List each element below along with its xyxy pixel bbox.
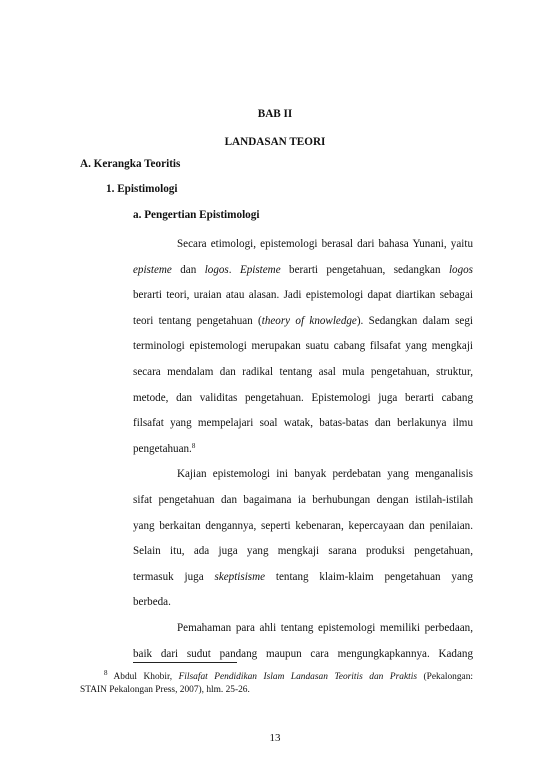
subsection-heading: 1. Epistimologi — [106, 183, 178, 195]
text-run: dan — [171, 263, 205, 276]
p1-line-6: secara mendalam dan radikal tentang asal mula pengetahuan, struktur, — [133, 366, 473, 378]
text-run: tentang klaim-klaim pengetahuan yang — [265, 570, 473, 583]
footnote-reference[interactable]: 8 — [191, 441, 196, 450]
p3-line-2: baik dari sudut pandang maupun cara mengungkapkannya. Kadang — [133, 647, 473, 660]
term-theory-of-knowledge: theory of knowledge — [261, 314, 357, 327]
term-episteme: episteme — [133, 263, 172, 276]
section-heading: A. Kerangka Teoritis — [80, 158, 181, 170]
page-number: 13 — [269, 732, 281, 744]
chapter-number: BAB II — [257, 108, 293, 120]
subsubsection-heading: a. Pengertian Epistimologi — [133, 209, 260, 221]
text-run: termasuk juga — [133, 570, 215, 583]
term-logos: logos — [204, 263, 229, 276]
p3-line-1: Pemahaman para ahli tentang epistemologi memiliki perbedaan, — [177, 622, 473, 634]
text-run: . — [228, 263, 240, 276]
footnote-line-2: STAIN Pekalongan Press, 2007), hlm. 25-26. — [80, 685, 250, 695]
text-run: pengetahuan. — [133, 442, 192, 455]
footnote-separator — [133, 662, 237, 663]
p1-line-3: berarti teori, uraian atau alasan. Jadi epistemologi dapat diartikan sebagai — [133, 289, 473, 302]
p1-line-9 — [133, 443, 473, 456]
p1-line-4 — [133, 315, 473, 328]
term-logos-2: logos — [448, 263, 473, 276]
footnote-book-title: Filsafat Pendidikan Islam Landasan Teoritis dan Praktis — [178, 672, 417, 682]
p2-line-3: yang berkaitan dengannya, seperti kebenaran, kepercayaan dan penilaian. — [133, 519, 473, 532]
p2-line-5 — [133, 571, 473, 584]
term-episteme-2: Episteme — [239, 263, 281, 276]
text-run: teori tentang pengetahuan ( — [133, 314, 262, 327]
term-skeptisisme: skeptisisme — [214, 570, 266, 583]
text-run: berarti pengetahuan, sedangkan — [280, 263, 449, 276]
p1-line-8: filsafat yang mempelajari soal watak, batas-batas dan berlakunya ilmu — [133, 417, 473, 430]
footnote-number: 8 — [104, 669, 108, 677]
text-run: Abdul Khobir, — [107, 672, 179, 682]
text-run: (Pekalongan: — [416, 672, 473, 682]
chapter-title: LANDASAN TEORI — [224, 136, 326, 148]
p1-line-5: terminologi epistemologi merupakan suatu cabang filsafat yang mengkaji — [133, 340, 473, 353]
p1-line-7: metode, dan validitas pengetahuan. Epistemologi juga berarti cabang — [133, 391, 473, 404]
p2-line-6: berbeda. — [133, 596, 171, 609]
p2-line-4: Selain itu, ada juga yang mengkaji sarana produksi pengetahuan, — [133, 545, 473, 558]
p2-line-1: Kajian epistemologi ini banyak perdebatan yang menganalisis — [177, 468, 473, 481]
text-run: ). Sedangkan dalam segi — [356, 314, 473, 327]
p1-line-1: Secara etimologi, epistemologi berasal dari bahasa Yunani, yaitu — [177, 238, 473, 250]
footnote-line-1 — [104, 671, 473, 683]
p1-line-2 — [133, 264, 473, 277]
p2-line-2: sifat pengetahuan dan bagaimana ia berhubungan dengan istilah-istilah — [133, 494, 473, 506]
